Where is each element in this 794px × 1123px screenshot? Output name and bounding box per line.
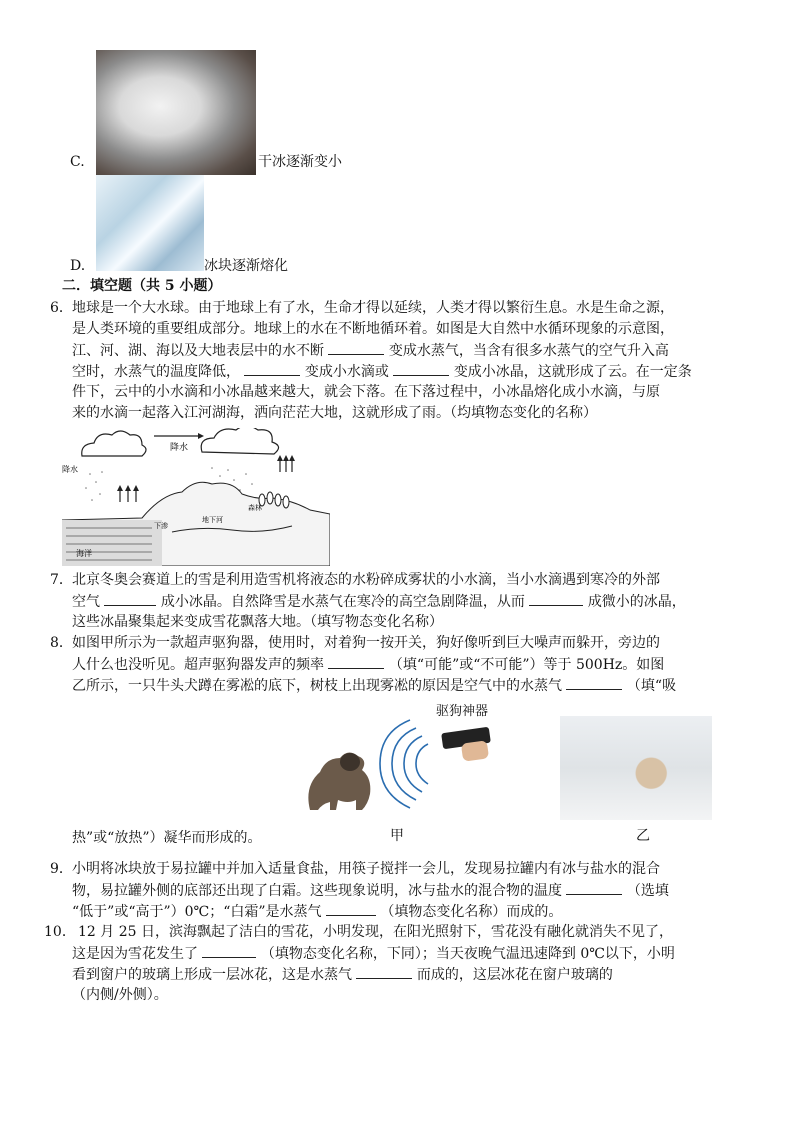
q9-text-3b: （填物态变化名称）而成的。 xyxy=(380,904,563,920)
cloud-left xyxy=(82,431,146,456)
option-d-letter: D. xyxy=(70,258,86,274)
label-underground-river: 地下河 xyxy=(202,516,223,524)
label-seep: 下渗 xyxy=(154,522,168,530)
section-title: 二．填空题（共 5 小题） xyxy=(62,278,222,294)
label-sea: 海洋 xyxy=(76,549,92,558)
q6-text-3a: 江、河、湖、海以及大地表层中的水不断 xyxy=(72,343,324,359)
q7-blank-1[interactable] xyxy=(104,591,156,606)
cloud-right xyxy=(201,428,278,454)
q7-line-3: 这些冰晶聚集起来变成雪花飘落大地。（填写物态变化名称） xyxy=(72,614,443,630)
q6-blank-2[interactable] xyxy=(244,361,300,376)
q6-line-6: 来的水滴一起落入江河湖海，洒向茫茫大地，这就形成了雨。（均填物态变化的名称） xyxy=(72,405,597,421)
q6-line-4 xyxy=(72,361,692,383)
q6-text-4c: 变成小冰晶，这就形成了云。在一定条 xyxy=(453,364,692,380)
q10-text-3a: 看到窗户的玻璃上形成一层冰花，这是水蒸气 xyxy=(72,967,352,983)
q9-text-2a: 物，易拉罐外侧的底部还出现了白霜。这些现象说明，冰与盐水的混合物的温度 xyxy=(72,883,562,899)
q6-blank-1[interactable] xyxy=(328,340,384,355)
q6-line-1: 地球是一个大水球。由于地球上有了水，生命才得以延续，人类才得以繁衍生息。水是生命之源， xyxy=(72,300,674,316)
ice-cube-photo xyxy=(96,175,204,271)
q8-line-1: 如图甲所示为一款超声驱狗器，使用时，对着狗一按开关，狗好像听到巨大噪声而躲开，旁边的 xyxy=(72,635,660,651)
q7-number: 7． xyxy=(50,572,73,588)
q8-line-3 xyxy=(72,675,676,697)
q6-line-2: 是人类环境的重要组成部分。地球上的水在不断地循环着。如图是大自然中水循环现象的示意图， xyxy=(72,321,674,337)
q7-blank-2[interactable] xyxy=(529,591,583,606)
q10-line-4: （内侧/外侧）。 xyxy=(72,987,168,1003)
q9-line-1: 小明将冰块放于易拉罐中并加入适量食盐，用筷子搅拌一会儿，发现易拉罐内有冰与盐水的混合 xyxy=(72,861,660,877)
q10-line-2 xyxy=(72,943,675,965)
q9-blank-2[interactable] xyxy=(326,901,376,916)
q6-blank-3[interactable] xyxy=(393,361,449,376)
q7-text-2a: 空气 xyxy=(72,594,100,610)
q9-number: 9． xyxy=(50,861,73,877)
q10-blank-1[interactable] xyxy=(202,943,256,958)
q8-blank-1[interactable] xyxy=(328,654,384,669)
q8-text-3a: 乙所示，一只牛头犬蹲在雾凇的底下，树枝上出现雾凇的原因是空气中的水蒸气 xyxy=(72,678,562,694)
label-rain: 降水 xyxy=(170,443,189,453)
q9-line-2 xyxy=(72,880,669,902)
q7-line-1: 北京冬奥会赛道上的雪是利用造雪机将液态的水粉碎成雾状的小水滴，当小水滴遇到寒冷的外部 xyxy=(72,572,660,588)
figure-a-label: 甲 xyxy=(390,828,404,844)
option-c-caption: 干冰逐渐变小 xyxy=(258,154,342,170)
bulldog-rime-photo xyxy=(560,716,712,820)
label-forest: 森林 xyxy=(248,504,262,512)
figure-b-label: 乙 xyxy=(636,828,650,844)
q7-text-2b: 成小冰晶。自然降雪是水蒸气在寒冷的高空急剧降温，从而 xyxy=(160,594,525,610)
label-side-rain: 降水 xyxy=(62,465,78,474)
q10-text-2a: 这是因为雪花发生了 xyxy=(72,946,198,962)
q6-text-3b: 变成水蒸气，当含有很多水蒸气的空气升入高 xyxy=(388,343,669,359)
q10-text-2b: （填物态变化名称，下同）；当天夜晚气温迅速降到 0℃以下，小明 xyxy=(260,946,675,962)
q8-text-2b: （填“可能”或“不可能”）等于 500Hz。如图 xyxy=(388,657,665,673)
q8-text-3b: （填“吸 xyxy=(626,678,677,694)
q6-text-4a: 空时，水蒸气的温度降低， xyxy=(72,364,240,380)
q8-blank-2[interactable] xyxy=(566,675,622,690)
option-d-caption: 冰块逐渐熔化 xyxy=(204,258,288,274)
q6-number: 6． xyxy=(50,300,73,316)
q9-blank-1[interactable] xyxy=(566,880,622,895)
q7-line-2 xyxy=(72,591,686,613)
option-c-letter: C. xyxy=(70,154,85,170)
q8-number: 8． xyxy=(50,635,73,651)
q8-line-2 xyxy=(72,654,664,676)
q8-text-2a: 人什么也没听见。超声驱狗器发声的频率 xyxy=(72,657,324,673)
q6-line-3 xyxy=(72,340,669,362)
q6-line-5: 件下，云中的小水滴和小冰晶越来越大，就会下落。在下落过程中，小冰晶熔化成小水滴，与原 xyxy=(72,384,660,400)
q8-line-4: 热”或“放热”）凝华而形成的。 xyxy=(72,830,262,846)
q10-text-3b: 而成的，这层冰花在窗户玻璃的 xyxy=(416,967,613,983)
dry-ice-photo xyxy=(96,50,256,175)
device-label: 驱狗神器 xyxy=(436,704,489,719)
q9-line-3 xyxy=(72,901,562,923)
q6-text-4b: 变成小水滴或 xyxy=(304,364,389,380)
q10-number: 10． xyxy=(44,924,76,940)
q10-blank-2[interactable] xyxy=(356,964,412,979)
water-cycle-diagram xyxy=(62,428,330,566)
q7-text-2c: 成微小的冰晶， xyxy=(587,594,686,610)
q9-text-2b: （选填 xyxy=(626,883,669,899)
q9-text-3a: “低于”或“高于”）0℃；“白霜”是水蒸气 xyxy=(72,904,322,920)
q10-line-1: 12 月 25 日，滨海飘起了洁白的雪花，小明发现，在阳光照射下，雪花没有融化就消失不见了， xyxy=(78,924,673,940)
q10-line-3 xyxy=(72,964,613,986)
